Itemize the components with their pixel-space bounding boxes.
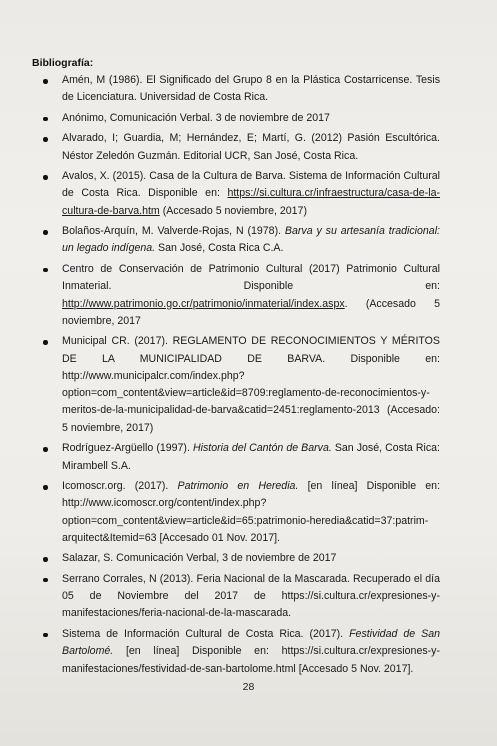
reference-title: Barva y su artesanía tradicional: un legado indígena. bbox=[62, 225, 440, 255]
reference-text: Bolaños-Arquín, M. Valverde-Rojas, N (1978). bbox=[62, 225, 285, 238]
reference-text: Centro de Conservación de Patrimonio Cultural (2017) Patrimonio Cultural Inmaterial. Disponible en: bbox=[62, 262, 440, 293]
reference-text: Sistema de Información Cultural de Costa Rica. (2017). bbox=[62, 627, 350, 640]
reference-item bbox=[30, 626, 440, 678]
reference-item bbox=[30, 72, 440, 107]
reference-text: Icomoscr.org. (2017). bbox=[62, 480, 178, 493]
bullet-icon bbox=[43, 117, 48, 122]
reference-item bbox=[30, 261, 440, 330]
bullet-icon bbox=[43, 137, 48, 142]
reference-text: [en línea] Disponible en: http://www.icomoscr.org/content/index.php?option=com_content&view=article&id=65:patrimonio-heredia&catid=37:patrim-arquitect&Itemid=63 [Accesado 01 Nov. 2017]. bbox=[62, 480, 441, 544]
reference-link[interactable]: https://si.cultura.cr/infraestructura/casa-de-la-cultura-de-barva.htm bbox=[62, 187, 440, 217]
reference-title: Patrimonio en Heredia. bbox=[177, 480, 299, 493]
bullet-icon bbox=[43, 79, 48, 84]
bibliography-heading: Bibliografía: bbox=[32, 57, 94, 69]
bullet-icon bbox=[43, 485, 48, 490]
reference-text: Serrano Corrales, N (2013). Feria Nacional de la Mascarada. Recuperado el día 05 de Noviembre del 2017 de https://si.cultura.cr/expresiones-y-manifestaciones/feria-nacional-de-la-mascarada. bbox=[62, 572, 440, 620]
reference-text: Salazar, S. Comunicación Verbal, 3 de noviembre de 2017 bbox=[62, 552, 337, 565]
page-number: 28 bbox=[242, 681, 255, 693]
reference-text: Anónimo, Comunicación Verbal. 3 de noviembre de 2017 bbox=[62, 111, 330, 124]
reference-item bbox=[30, 110, 440, 127]
reference-item bbox=[30, 223, 440, 258]
reference-text: Municipal CR. (2017). REGLAMENTO DE RECONOCIMIENTOS Y MÉRITOS DE LA MUNICIPALIDAD DE BARVA. Disponible en: http://www.municipalcr.com/index.php?option=com_content&view=article&id=8709:reglamento-de-reconocimientos-y-meritos-de-la-municipalidad-de-barva&catid=2451:reglamento-2013 (Accesado: 5 noviembre, 2017) bbox=[62, 335, 440, 434]
reference-link[interactable]: http://www.patrimonio.go.cr/patrimonio/inmaterial/index.aspx bbox=[62, 297, 345, 310]
reference-title: Historia del Cantón de Barva. bbox=[192, 442, 332, 455]
reference-text: San José, Costa Rica: Mirambell S.A. bbox=[62, 442, 440, 472]
reference-text: Rodríguez-Argüello (1997). bbox=[62, 442, 193, 455]
reference-text: . (Accesado 5 noviembre, 2017 bbox=[62, 297, 440, 327]
reference-text: Avalos, X. (2015). Casa de la Cultura de Barva. Sistema de Información Cultural de Costa Rica. Disponible en: bbox=[62, 170, 440, 200]
reference-item bbox=[30, 168, 440, 220]
reference-text: Amén, M (1986). El Significado del Grupo 8 en la Plástica Costarricense. Tesis de Licenciatura. Universidad de Costa Rica. bbox=[62, 74, 440, 104]
reference-text: (Accesado 5 noviembre, 2017) bbox=[159, 204, 307, 217]
bullet-icon bbox=[43, 230, 48, 235]
reference-text: San José, Costa Rica C.A. bbox=[155, 242, 284, 255]
bullet-icon bbox=[43, 578, 48, 583]
bullet-icon bbox=[43, 175, 48, 180]
reference-item bbox=[30, 130, 440, 165]
bullet-icon bbox=[43, 268, 48, 273]
reference-item bbox=[30, 333, 440, 437]
reference-list bbox=[30, 72, 440, 681]
reference-text: Alvarado, I; Guardia, M; Hernández, E; Martí, G. (2012) Pasión Escultórica. Néstor Zeledón Guzmán. Editorial UCR, San José, Costa Rica. bbox=[62, 132, 440, 162]
reference-item bbox=[30, 550, 440, 567]
bullet-icon bbox=[43, 633, 48, 638]
bullet-icon bbox=[43, 447, 48, 452]
reference-item bbox=[30, 478, 440, 547]
reference-item bbox=[30, 571, 440, 623]
bullet-icon bbox=[43, 557, 48, 562]
reference-text: [en línea] Disponible en: https://si.cultura.cr/expresiones-y-manifestaciones/festividad-de-san-bartolome.html [Accesado 5 Nov. 2017]. bbox=[62, 645, 440, 675]
reference-title: Festividad de San Bartolomé. bbox=[62, 627, 440, 658]
reference-item bbox=[30, 440, 440, 475]
bullet-icon bbox=[43, 340, 48, 345]
